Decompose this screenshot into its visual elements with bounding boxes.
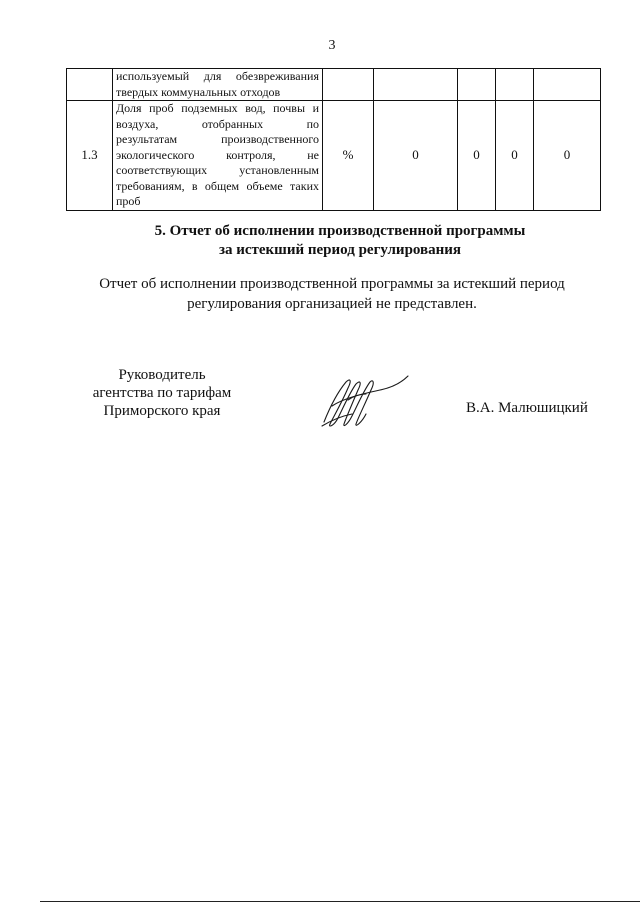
handwritten-signature — [318, 372, 413, 430]
row-description — [113, 101, 323, 211]
report-text-line: Отчет об исполнении производственной программы за истекший период — [99, 276, 565, 292]
indicators-table — [66, 68, 601, 211]
description-line: твердых коммунальных отходов — [116, 84, 281, 99]
row-value — [534, 69, 601, 101]
row-value: 0 — [374, 101, 458, 211]
description-line: используемый для обезвреживания — [116, 69, 319, 83]
section-heading — [0, 222, 640, 260]
description-line: результатам производственного — [116, 132, 319, 146]
report-text — [0, 274, 640, 314]
row-unit: % — [323, 101, 374, 211]
signer-title-line: агентства по тарифам — [92, 385, 232, 401]
description-line: воздуха, отобранных по — [116, 116, 319, 131]
description-line: экологического контроля, не — [116, 147, 319, 162]
description-line: соответствующих установленным — [116, 163, 319, 177]
section-heading-line: 5. Отчет об исполнении производственной программы — [154, 223, 526, 239]
row-value: 0 — [458, 101, 496, 211]
description-line: Доля проб подземных вод, почвы и — [116, 101, 319, 115]
signer-title-line: Руководитель — [118, 367, 206, 383]
table-row — [67, 69, 601, 101]
row-unit — [323, 69, 374, 101]
report-text-line: регулирования организацией не представлен. — [187, 296, 477, 312]
section-heading-line: за истекший период регулирования — [218, 242, 462, 258]
description-line: проб — [116, 194, 141, 208]
row-number — [67, 69, 113, 101]
row-description — [113, 69, 323, 101]
row-value — [374, 69, 458, 101]
page-edge-line — [40, 901, 640, 902]
row-number: 1.3 — [67, 101, 113, 211]
signer-title-line: Приморского края — [103, 403, 221, 419]
table-row — [67, 101, 601, 211]
page-number: 3 — [328, 38, 336, 53]
signer-name: В.А. Малюшицкий — [466, 400, 588, 416]
row-value — [496, 69, 534, 101]
row-value: 0 — [496, 101, 534, 211]
signer-title — [82, 366, 242, 420]
row-value — [458, 69, 496, 101]
description-line: требованиям, в общем объеме таких — [116, 178, 319, 193]
row-value: 0 — [534, 101, 601, 211]
